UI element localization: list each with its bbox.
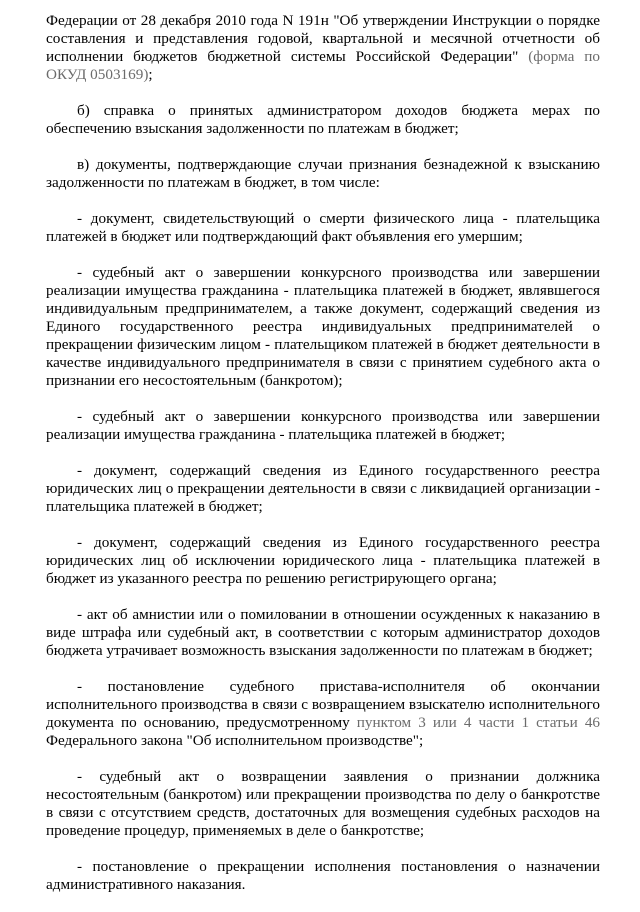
- list-item-death-document: - документ, свидетельствующий о смерти физического лица - плательщика платежей в бюджет или подтверждающий факт объявления его умершим;: [46, 210, 600, 245]
- document-page: [46, 12, 600, 912]
- list-item-amnesty: - акт об амнистии или о помиловании в отношении осужденных к наказанию в виде штрафа или судебный акт, в соответствии с которым администратор доходов бюджета утрачивает возможность взыскания задолженности по платежам в бюджет;: [46, 606, 600, 659]
- law-article-link[interactable]: пунктом 3 или 4 части 1 статьи 46: [356, 714, 601, 731]
- form-code-link[interactable]: (форма по ОКУД 0503169): [46, 48, 600, 83]
- list-item-bankruptcy-entrepreneur: - судебный акт о завершении конкурсного производства или завершении реализации имущества гражданина - плательщика платежей в бюджет, являвшегося индивидуальным предпринимателем, а также документ, содержащий сведения из Единого государственного реестра индивидуальных предпринимателей о прекращении физическим лицом - плательщиком платежей в бюджет деятельности в качестве индивидуального предпринимателя в связи с принятием судебного акта о признании его несостоятельным (банкротом);: [46, 264, 600, 389]
- intro-text: Федерации от 28 декабря 2010 года N 191н "Об утверждении Инструкции о порядке составления и представления годовой, квартальной и месячной отчетности об исполнении бюджетов бюджетной системы Российской Федерации": [46, 12, 600, 65]
- intro-paragraph: [46, 12, 600, 84]
- list-item-exclusion: - документ, содержащий сведения из Единого государственного реестра юридических лиц об исключении юридического лица - плательщика платежей в бюджет из указанного реестра по решению регистрирующего органа;: [46, 534, 600, 587]
- list-item-bankruptcy-citizen: - судебный акт о завершении конкурсного производства или завершении реализации имущества гражданина - плательщика платежей в бюджет;: [46, 408, 600, 443]
- list-item-liquidation: - документ, содержащий сведения из Единого государственного реестра юридических лиц о прекращении деятельности в связи с ликвидацией организации - плательщика платежей в бюджет;: [46, 462, 600, 515]
- list-item-bailiff-resolution: [46, 678, 600, 750]
- paragraph-v: в) документы, подтверждающие случаи признания безнадежной к взысканию задолженности по платежам в бюджет, в том числе:: [46, 156, 600, 191]
- bailiff-text: - постановление судебного пристава-исполнителя об окончании исполнительного производства в связи с возвращением взыскателю исполнительного документа по основанию, предусмотренному: [46, 678, 600, 731]
- bailiff-end: Федерального закона "Об исполнительном производстве";: [46, 732, 424, 749]
- paragraph-b: б) справка о принятых администратором доходов бюджета мерах по обеспечению взыскания задолженности по платежам в бюджет;: [46, 102, 600, 137]
- intro-end: ;: [148, 66, 153, 83]
- list-item-return-application: - судебный акт о возвращении заявления о признании должника несостоятельным (банкротом) или прекращении производства по делу о банкротстве в связи с отсутствием средств, достаточных для возмещения судебных расходов на проведение процедур, применяемых в деле о банкротстве;: [46, 768, 600, 839]
- list-item-termination-resolution: - постановление о прекращении исполнения постановления о назначении административного наказания.: [46, 858, 600, 893]
